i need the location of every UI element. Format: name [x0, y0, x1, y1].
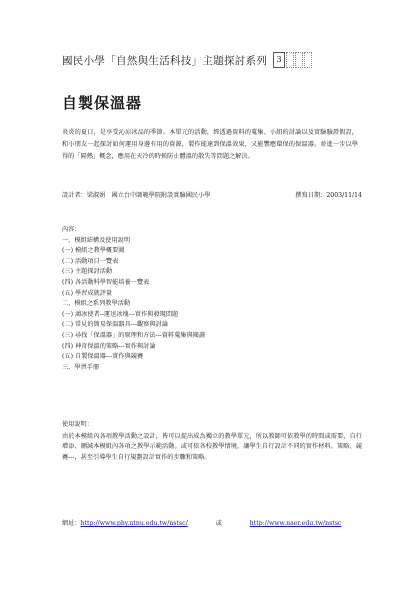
usage-section: [62, 420, 362, 463]
contents-item: (二) 活動項目一覽表: [62, 257, 119, 265]
decorative-box: [286, 52, 294, 68]
contents-heading: 內容：: [62, 226, 81, 233]
contents-item: (四) 各活動科學智能培養一覽表: [62, 278, 150, 286]
contents-item: (一) 鴻冰使者--運送冰塊---實作與發現問題: [62, 310, 179, 318]
decorative-box: [295, 52, 303, 68]
or-text: 或: [215, 520, 222, 527]
intro-paragraph: 炎炎的夏日，是享受沁涼冰品的季節。本單元的活動，經透過資料的蒐集、小組的討論以及實驗驗證假設，和小朋友一起探討如何運用身邊有用的資源，製作能達到保溫效果，又能響應環保的保溫器。並進一步以學得的「隔熱」概念，應用在天冷的時候防止體溫的散失等問題之解決。: [62, 129, 358, 160]
contents-item: (五) 自製保溫器---實作與競賽: [62, 353, 144, 361]
written-date: 撰寫日期：2003/11/14: [295, 192, 362, 199]
contents-item: (二) 常見的簡易保溫器具---觀察與討論: [62, 321, 168, 329]
series-header: [62, 52, 312, 68]
page-title: 自製保溫器: [62, 94, 143, 112]
contents-item: (一) 模組之教學概要圖: [62, 247, 125, 255]
contents-item: (三) 尋找「保溫器」的原理和方法---資料蒐集與閱讀: [62, 331, 206, 339]
decorative-box: [304, 52, 312, 68]
usage-heading: 使用說明：: [62, 421, 93, 428]
usage-body: 由於本模組內各項教學活動之設計，皆可以提出成為獨立的教學單元，所以教師可依教學的時間或需要，自行增添、刪減本模組內各項之教學示範活動。或可依各校教學情境，讓學生自行設計不同的實作材料、策略、競賽---，甚至引導學生自行規劃設計實作的步驟和策略。: [62, 432, 362, 461]
footer-links: [62, 518, 367, 527]
link-phy-ntnu[interactable]: http://www.phy.ntnu.edu.tw/nstsc/: [80, 520, 188, 527]
contents-item: (五) 學習成就評量: [62, 289, 113, 297]
designer-name: 設計者：梁淑娟 國立台中師範學院附設實驗國民小學: [62, 192, 211, 199]
contents-item: 二、模組之系列教學活動: [62, 300, 131, 308]
contents-item: (三) 主題探討活動: [62, 268, 113, 276]
contents-item: (四) 神奇保溫的策略---實作與討論: [62, 342, 156, 350]
link-naer[interactable]: http://www.naer.edu.tw/nstsc: [249, 520, 342, 527]
designer-line: [62, 190, 362, 199]
series-title: 國民小學「自然與生活科技」主題探討系列: [62, 54, 268, 67]
series-number: 3: [273, 52, 285, 68]
contents-item: 三、學習手冊: [62, 363, 100, 371]
url-label: 網址：: [62, 520, 81, 527]
table-of-contents: [62, 225, 205, 373]
contents-item: 一、模組結構及使用說明: [62, 236, 131, 244]
